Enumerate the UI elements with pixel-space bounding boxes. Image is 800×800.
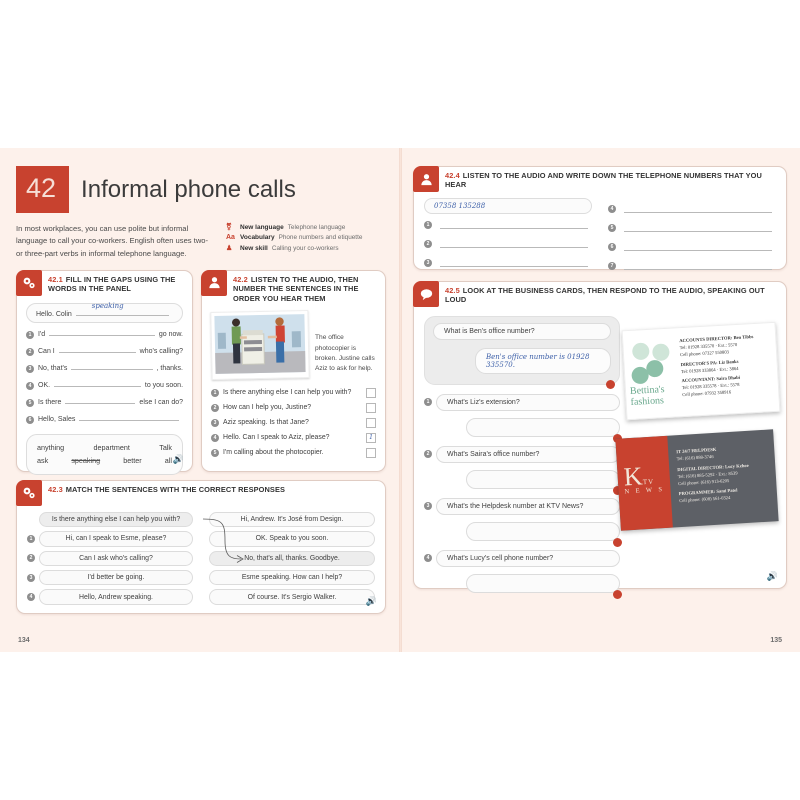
exercise-number: 42.5 — [445, 286, 460, 295]
example-handwriting: speaking — [91, 301, 124, 310]
item-number: 5 — [26, 399, 34, 407]
item-number: 2 — [26, 348, 34, 356]
match-row[interactable] — [27, 570, 193, 585]
gap-row[interactable] — [26, 325, 183, 342]
key-list — [226, 223, 362, 255]
business-card-bettinas — [622, 322, 781, 420]
exercise-title — [227, 271, 385, 303]
example-answer-row — [424, 198, 592, 214]
exercise-number: 42.4 — [445, 171, 460, 180]
item-number: 1 — [26, 331, 34, 339]
card-entry — [681, 373, 774, 399]
skill-icon: ♟ — [226, 245, 233, 252]
item-number: 5 — [211, 449, 219, 457]
answer-bubble[interactable] — [466, 470, 620, 489]
example-answer-row — [26, 303, 183, 323]
answer-bubble[interactable] — [466, 574, 620, 593]
match-prompt-example[interactable]: Is there anything else I can help you with? — [39, 512, 193, 527]
answer-columns — [414, 192, 786, 284]
match-row[interactable] — [27, 589, 193, 604]
listening-icon — [413, 166, 439, 192]
match-prompt[interactable]: Hi, can I speak to Esme, please? — [39, 531, 193, 546]
card-entry — [680, 357, 773, 376]
exercise-header — [414, 167, 786, 192]
gap-blank[interactable] — [59, 345, 136, 353]
gap-prefix: I'd — [38, 330, 46, 338]
key-label: Vocabulary — [240, 234, 275, 241]
exercise-title-text: LISTEN TO THE AUDIO, THEN NUMBER THE SENTENCES IN THE ORDER YOU HEAR THEM — [233, 274, 359, 303]
book-spread — [0, 148, 800, 652]
item-number: 2 — [424, 450, 432, 458]
example-answer — [475, 348, 611, 374]
sentence-row[interactable] — [211, 430, 376, 445]
exercise-42-2 — [201, 270, 386, 472]
gap-suffix: to you soon. — [144, 381, 184, 389]
gap-row[interactable] — [26, 342, 183, 359]
office-photocopier-illustration — [210, 310, 309, 380]
entry-name: Sami Patel — [716, 488, 738, 495]
panel-word[interactable]: department — [93, 442, 130, 452]
item-number: 4 — [608, 205, 616, 213]
answer-line[interactable] — [608, 236, 776, 255]
exercise-title-text: FILL IN THE GAPS USING THE WORDS IN THE PANEL — [48, 274, 176, 294]
example-handwriting: 07358 135288 — [434, 202, 486, 210]
item-number: 1 — [424, 221, 432, 229]
exercise-title-text: LOOK AT THE BUSINESS CARDS, THEN RESPOND TO THE AUDIO, SPEAKING OUT LOUD — [445, 286, 765, 305]
question-text: What's Saira's office number? — [436, 446, 620, 463]
page-number-left: 134 — [18, 637, 30, 644]
match-prompt[interactable]: I'd better be going. — [39, 570, 193, 585]
page-number-right: 135 — [770, 637, 782, 644]
exercise-number: 42.3 — [48, 484, 63, 494]
gap-blank[interactable] — [49, 328, 155, 336]
item-number: 4 — [424, 554, 432, 562]
exercise-title — [439, 167, 786, 190]
match-left-column — [27, 512, 193, 609]
key-item-vocabulary — [226, 234, 362, 241]
entry-line: Tel: (616) 885-5292 · Ext.: 8539 — [677, 470, 738, 479]
sentence-text: I'm calling about the photocopier. — [223, 449, 324, 457]
gap-blank[interactable] — [79, 413, 179, 421]
word-panel-row — [37, 454, 172, 467]
gap-blank[interactable] — [54, 379, 141, 387]
entry-role: ACCOUNTANT: — [681, 376, 716, 384]
order-checkbox[interactable] — [366, 403, 376, 413]
entry-line: Tel: 01928 335570 · Ext.: 5570 — [679, 341, 738, 351]
answer-bubble[interactable] — [466, 522, 620, 541]
item-number: 1 — [27, 535, 35, 543]
match-row[interactable] — [27, 531, 193, 546]
business-card-entries — [679, 333, 774, 399]
book-gutter — [399, 148, 402, 652]
answer-line[interactable] — [608, 217, 776, 236]
item-number: 2 — [424, 240, 432, 248]
gap-suffix: , thanks. — [156, 364, 184, 372]
panel-word[interactable]: better — [123, 455, 142, 465]
exercise-caption: The office photocopier is broken. Justine calls Aziz to ask for help. — [315, 334, 375, 372]
exercise-42-5 — [413, 281, 787, 589]
match-row[interactable] — [27, 512, 193, 527]
word-panel — [26, 434, 183, 475]
order-checkbox[interactable] — [366, 448, 376, 458]
intro-paragraph: In most workplaces, you can use polite but informal language to call your co-workers. English often uses two- or three-part verbs in informal telephone language. — [16, 224, 209, 258]
gears-icon — [16, 480, 42, 506]
entry-role: DIRECTOR'S PA: — [680, 359, 718, 367]
example-prefix: Hello. Colin — [36, 310, 72, 318]
question-list — [414, 307, 620, 593]
item-number: 1 — [424, 398, 432, 406]
entry-line: Tel: 01928 333864 · Ext.: 3864 — [680, 365, 739, 374]
answer-line[interactable] — [424, 214, 592, 233]
exercise-header — [414, 282, 786, 307]
answer-blank[interactable] — [440, 219, 588, 229]
order-checkbox-filled[interactable]: 1 — [366, 433, 376, 443]
gap-prefix: OK. — [38, 381, 51, 389]
entry-role: IT 24/7 HELPDESK — [676, 446, 717, 455]
question-text: What's Liz's extension? — [436, 394, 620, 411]
example-handwriting: Ben's office number is 01928 335570. — [486, 353, 590, 369]
key-label: New language — [240, 223, 284, 231]
sentence-row[interactable] — [211, 385, 376, 400]
answer-column-left — [424, 198, 592, 274]
listening-icon — [201, 270, 227, 296]
vocabulary-icon: Aa — [226, 234, 235, 241]
sentence-text: Aziz speaking. Is that Jane? — [223, 419, 309, 427]
item-number: 1 — [211, 389, 219, 397]
speaking-icon — [413, 281, 439, 307]
sentence-text: How can I help you, Justine? — [223, 404, 312, 412]
business-card-company — [630, 385, 666, 408]
key-item-new-skill — [226, 244, 362, 252]
panel-word[interactable]: Talk — [159, 442, 173, 452]
answer-column-right — [608, 198, 776, 274]
gap-prefix: Can I — [38, 347, 55, 355]
gap-blank[interactable] — [71, 362, 152, 370]
entry-role: PROGRAMMER: — [678, 489, 716, 497]
panel-word[interactable]: ask — [37, 455, 49, 465]
exercise-title-text: MATCH THE SENTENCES WITH THE CORRECT RESPONSES — [65, 484, 286, 494]
answer-line[interactable] — [424, 252, 592, 271]
key-label: New skill — [240, 244, 268, 252]
sentence-row[interactable] — [211, 415, 376, 430]
exercise-number: 42.2 — [233, 274, 248, 284]
item-number: 3 — [424, 259, 432, 267]
item-number: 3 — [26, 365, 34, 373]
record-icon[interactable] — [613, 590, 622, 599]
question-group — [424, 498, 620, 541]
gap-suffix: else I can do? — [139, 398, 184, 406]
answer-blank[interactable] — [624, 203, 772, 213]
question-group — [424, 446, 620, 489]
item-number: 2 — [211, 404, 219, 412]
unit-number-badge: 42 — [16, 166, 69, 213]
question-group — [424, 394, 620, 437]
entry-name: Saira Dhabi — [716, 375, 741, 382]
gap-row[interactable] — [26, 393, 183, 410]
answer-blank[interactable] — [624, 241, 772, 251]
match-prompt[interactable]: Hello, Andrew speaking. — [39, 589, 193, 604]
entry-line: Cell phone: 07327 550803 — [679, 349, 729, 357]
sentence-text: Is there anything else I can help you with? — [223, 389, 352, 397]
item-number: 3 — [27, 574, 35, 582]
exercise-header — [17, 481, 385, 506]
question-wrap — [436, 446, 620, 489]
answer-line[interactable] — [608, 198, 776, 217]
answer-blank[interactable] — [440, 238, 588, 248]
ktv-letter-k: K — [622, 461, 644, 492]
panel-word-used[interactable]: speaking — [71, 455, 101, 465]
match-prompt[interactable]: Can I ask who's calling? — [39, 551, 193, 566]
entry-line: Tel: 01928 335578 · Ext.: 5578 — [681, 382, 740, 391]
entry-name: Lucy Kehoe — [724, 462, 749, 470]
gap-prefix: Is there — [38, 398, 62, 406]
ktv-letters-tv: TV — [642, 477, 655, 487]
entry-name: Ben Tibbs — [733, 334, 754, 341]
speaker-icon[interactable]: 🔊 — [766, 571, 778, 581]
business-card-entries — [676, 443, 774, 505]
match-response[interactable]: OK. Speak to you soon. — [209, 531, 375, 546]
match-row[interactable] — [27, 551, 193, 566]
entry-name: Liz Banks — [718, 358, 739, 365]
sentence-text: Hello. Can I speak to Aziz, please? — [223, 434, 330, 442]
key-desc: Telephone language — [287, 223, 346, 231]
card-entry — [679, 486, 775, 506]
speaker-icon[interactable]: 🔊 — [172, 453, 185, 464]
item-number: 2 — [27, 554, 35, 562]
page-title: Informal phone calls — [81, 175, 296, 203]
ktv-word-news: N E W S — [624, 486, 665, 496]
speaker-icon[interactable]: 🔊 — [365, 595, 377, 606]
business-cards-area — [610, 326, 778, 576]
answer-line[interactable] — [424, 233, 592, 252]
panel-word[interactable]: anything — [37, 442, 65, 452]
item-number: 3 — [424, 502, 432, 510]
item-number: 7 — [608, 262, 616, 270]
exercise-header — [202, 271, 385, 303]
question-wrap — [436, 394, 620, 437]
key-item-new-language — [226, 223, 362, 231]
exercise-title — [42, 271, 192, 294]
word-panel-row — [37, 441, 172, 454]
item-number: 3 — [211, 419, 219, 427]
match-response[interactable]: Esme speaking. How can I help? — [209, 570, 375, 585]
exercise-title — [439, 282, 786, 305]
answer-blank[interactable] — [440, 257, 588, 267]
answer-bubble[interactable] — [466, 418, 620, 437]
language-icon: ⚧ — [226, 224, 232, 231]
entry-line: Cell phone: (616) 913-6205 — [678, 477, 730, 486]
ktv-news-logo — [623, 462, 665, 495]
gap-blank[interactable] — [65, 396, 135, 404]
gap-row[interactable] — [26, 359, 183, 376]
card-entry — [679, 333, 772, 359]
gap-suffix: go now. — [158, 330, 184, 338]
entry-line: Cell phone: 07932 358916 — [682, 389, 732, 398]
panel-word[interactable]: all — [164, 455, 172, 465]
question-wrap — [436, 550, 620, 593]
answer-blank[interactable] — [624, 260, 772, 270]
question-group — [424, 550, 620, 593]
item-number: 4 — [211, 434, 219, 442]
answer-line[interactable] — [608, 255, 776, 274]
entry-role: DIGITAL DIRECTOR: — [677, 464, 725, 472]
item-number: 5 — [608, 224, 616, 232]
question-wrap — [436, 498, 620, 541]
item-number: 4 — [26, 382, 34, 390]
item-number: 4 — [27, 593, 35, 601]
entry-line: Tel: (616) 888-3746 — [676, 453, 714, 462]
unit-title-row — [16, 166, 386, 213]
match-response[interactable]: Of course. It's Sergio Walker. — [209, 589, 375, 604]
right-page — [400, 148, 800, 652]
order-checkbox[interactable] — [366, 418, 376, 428]
example-question: What is Ben's office number? — [433, 323, 611, 340]
exercise-title — [42, 481, 291, 494]
company-line-1: Bettina's — [629, 384, 665, 397]
key-desc: Phone numbers and etiquette — [278, 234, 363, 241]
card-entry — [677, 461, 773, 487]
gap-suffix: who's calling? — [139, 347, 184, 355]
card-entry — [676, 443, 772, 463]
gap-prefix: Hello, Sales — [38, 415, 76, 423]
exercise-42-3 — [16, 480, 386, 614]
example-dialogue — [424, 316, 620, 385]
order-checkbox[interactable] — [366, 388, 376, 398]
question-text: What's Lucy's cell phone number? — [436, 550, 620, 567]
exercise-42-4 — [413, 166, 787, 270]
left-page — [0, 148, 400, 652]
match-response[interactable]: Hi, Andrew. It's José from Design. — [209, 512, 375, 527]
exercise-header — [17, 271, 192, 296]
exercise-title-text: LISTEN TO THE AUDIO AND WRITE DOWN THE TELEPHONE NUMBERS THAT YOU HEAR — [445, 171, 762, 190]
company-line-2: fashions — [630, 394, 665, 408]
entry-line: Cell phone: (608) 561-0324 — [679, 495, 731, 504]
question-text: What's the Helpdesk number at KTV News? — [436, 498, 620, 515]
sentence-row[interactable] — [211, 400, 376, 415]
item-number: 6 — [26, 416, 34, 424]
example-blank — [76, 301, 169, 316]
intro-block — [16, 223, 386, 260]
gap-row[interactable] — [26, 410, 183, 427]
key-desc: Calling your co-workers — [271, 244, 339, 252]
exercise-number: 42.1 — [48, 274, 63, 284]
business-card-ktv-news — [615, 429, 778, 530]
match-response-example[interactable]: No, that's all, thanks. Goodbye. — [209, 551, 375, 566]
match-example-arrow — [203, 513, 245, 569]
answer-blank[interactable] — [624, 222, 772, 232]
gap-row[interactable] — [26, 376, 183, 393]
match-grid — [17, 506, 385, 617]
entry-role: ACCOUNTS DIRECTOR: — [679, 335, 733, 344]
gap-prefix: No, that's — [38, 364, 68, 372]
sentence-row[interactable] — [211, 445, 376, 460]
gears-icon — [16, 270, 42, 296]
item-number: 6 — [608, 243, 616, 251]
exercise-42-1 — [16, 270, 193, 472]
